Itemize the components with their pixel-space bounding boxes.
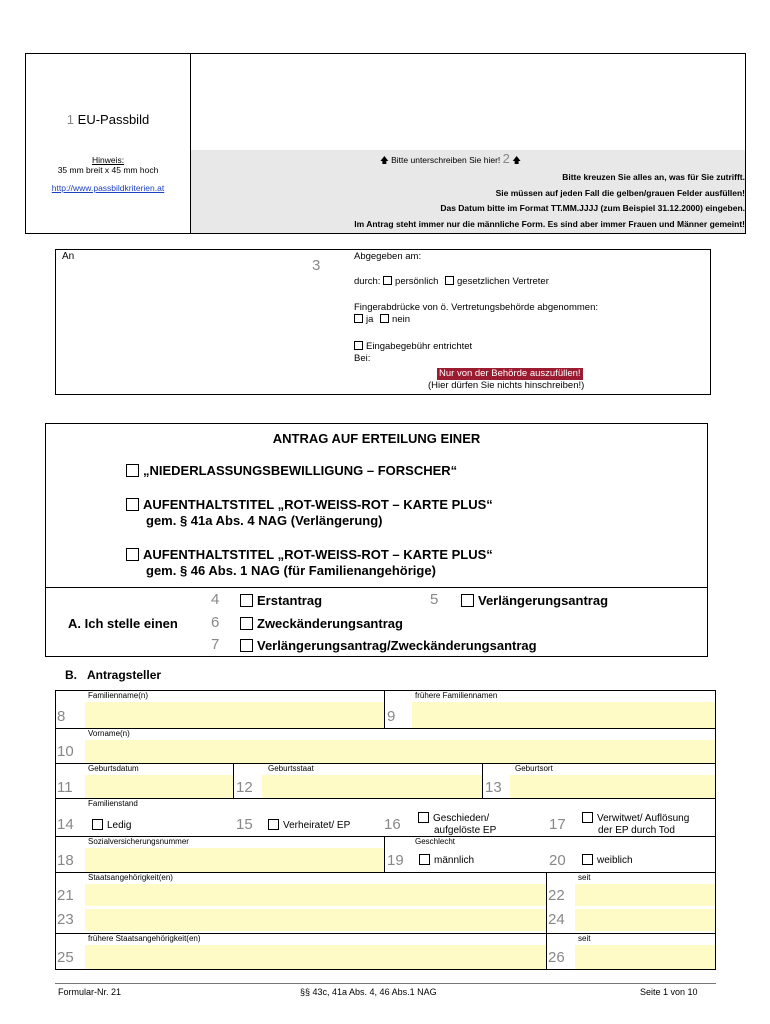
field-number-9: 9 [387, 708, 396, 725]
field-number-11: 11 [57, 779, 73, 796]
female-checkbox[interactable] [582, 854, 593, 865]
fingerprints-label: Fingerabdrücke von ö. Vertretungsbehörde abgenommen: [354, 302, 598, 313]
birth-place-field[interactable] [510, 775, 715, 798]
no-write-note: (Hier dürfen Sie nichts hinschreiben!) [428, 380, 585, 391]
extension-application: Verlängerungsantrag [461, 593, 608, 608]
row-divider [55, 798, 716, 799]
fee-checkbox[interactable] [354, 341, 363, 350]
both-application: Verlängerungsantrag/Zweckänderungsantrag [240, 638, 537, 653]
field-number-24: 24 [548, 911, 565, 928]
col-divider [384, 690, 385, 728]
signature-number: 2 [502, 151, 510, 166]
footer-form-no: Formular-Nr. 21 [58, 987, 122, 997]
field-number-22: 22 [548, 887, 565, 904]
field-number-6: 6 [211, 614, 220, 631]
authority-details: Abgegeben am: durch: persönlich gesetzlichen Vertreter Fingerabdrücke von ö. Vertretungsbehörde abgenommen: ja nein Eingabegebühr entrichtet Bei: [354, 251, 598, 364]
birth-country-label: Geburtsstaat [268, 764, 314, 773]
divorced-option: Geschieden/ aufgelöste EP [418, 812, 496, 837]
row-divider [55, 763, 716, 764]
personal-checkbox[interactable] [383, 276, 392, 285]
option-rwr-41a-checkbox[interactable] [126, 498, 139, 511]
field-number-4: 4 [211, 591, 220, 608]
legal-rep-checkbox[interactable] [445, 276, 454, 285]
field-number-21: 21 [57, 887, 74, 904]
birth-date-field[interactable] [85, 775, 233, 798]
first-application-checkbox[interactable] [240, 594, 253, 607]
citizenship-since-field-1[interactable] [575, 884, 715, 906]
citizenship-label: Staatsangehörigkeit(en) [88, 873, 173, 882]
ssn-label: Sozialversicherungsnummer [88, 837, 189, 846]
citizenship-field-2[interactable] [85, 909, 546, 931]
family-name-field[interactable] [85, 702, 384, 728]
divorced-checkbox[interactable] [418, 812, 429, 823]
first-name-label: Vorname(n) [88, 729, 130, 738]
single-option: Ledig [92, 819, 131, 831]
female-option: weiblich [582, 854, 633, 866]
former-names-label: frühere Familiennamen [415, 691, 498, 700]
both-checkbox[interactable] [240, 639, 253, 652]
col-divider [384, 836, 385, 872]
purpose-change-checkbox[interactable] [240, 617, 253, 630]
instructions: Bitte kreuzen Sie alles an, was für Sie zutrifft. Sie müssen auf jeden Fall die gelben/grauen Felder ausfüllen! Das Datum bitte im Format TT.MM.JJJJ (zum Beispiel 31.12.2000) eingeben. Im Antrag steht immer nur die männliche Form. Es sind aber immer Frauen und Männer gemeint! [354, 172, 745, 229]
male-checkbox[interactable] [419, 854, 430, 865]
at-label: Bei: [354, 353, 371, 364]
field-number-16: 16 [384, 816, 401, 833]
since-label: seit [578, 873, 591, 882]
birth-country-field[interactable] [262, 775, 482, 798]
option-forscher-checkbox[interactable] [126, 464, 139, 477]
application-divider [45, 587, 708, 588]
section-b-heading: B. Antragsteller [65, 668, 162, 682]
former-citizenship-since-field[interactable] [575, 945, 715, 969]
first-name-field[interactable] [85, 740, 715, 763]
birth-date-label: Geburtsdatum [88, 764, 139, 773]
field-number-13: 13 [485, 779, 502, 796]
signature-hint: 🡅 Bitte unterschreiben Sie hier! 2 🡅 [380, 151, 522, 166]
married-checkbox[interactable] [268, 819, 279, 830]
photo-number: 1 [66, 112, 75, 127]
family-name-label: Familienname(n) [88, 691, 149, 700]
first-application: Erstantrag [240, 593, 322, 608]
hint-size: 35 mm breit x 45 mm hoch [57, 165, 159, 175]
citizenship-field-1[interactable] [85, 884, 546, 906]
option-rwr-46-checkbox[interactable] [126, 548, 139, 561]
photo-label [26, 112, 190, 127]
field-number-5: 5 [430, 591, 439, 608]
application-options: „NIEDERLASSUNGSBEWILLIGUNG – FORSCHER“ AUFENTHALTSTITEL „ROT-WEISS-ROT – KARTE PLUS“ gem. § 41a Abs. 4 NAG (Verlängerung) AUFENTHALTSTITEL „ROT-WEISS-ROT – KARTE PLUS“ gem. § 46 Abs. 1 NAG (für Familienangehörige) [126, 463, 493, 579]
extension-checkbox[interactable] [461, 594, 474, 607]
former-citizenship-field[interactable] [85, 945, 546, 969]
purpose-change-application: Zweckänderungsantrag [240, 616, 403, 631]
submitted-label: Abgegeben am: [354, 251, 422, 262]
footer-line [55, 983, 716, 984]
photo-title: EU-Passbild [77, 112, 150, 127]
col-divider [482, 763, 483, 798]
field-number-8: 8 [57, 708, 66, 725]
single-checkbox[interactable] [92, 819, 103, 830]
field-number-18: 18 [57, 852, 74, 869]
widowed-option: Verwitwet/ Auflösung der EP durch Tod [582, 812, 689, 837]
photo-hint [26, 155, 190, 193]
col-divider [546, 872, 547, 933]
field-number-20: 20 [549, 852, 566, 869]
field-number-10: 10 [57, 743, 74, 760]
col-divider [233, 763, 234, 798]
footer-law: §§ 43c, 41a Abs. 4, 46 Abs.1 NAG [300, 987, 437, 997]
an-label: An [62, 251, 75, 262]
application-heading: ANTRAG AUF ERTEILUNG EINER [272, 431, 481, 446]
field-number-17: 17 [549, 816, 566, 833]
field-number-25: 25 [57, 949, 74, 966]
male-option: männlich [419, 854, 474, 866]
field-number-19: 19 [387, 852, 404, 869]
field-number-12: 12 [236, 779, 253, 796]
up-arrow-icon: 🡅 [380, 155, 389, 165]
fingerprint-no-checkbox[interactable] [380, 314, 389, 323]
married-option: Verheiratet/ EP [268, 819, 350, 831]
birth-place-label: Geburtsort [515, 764, 553, 773]
passbild-link[interactable]: http://www.passbildkriterien.at [51, 183, 165, 193]
section-a-label: A. Ich stelle einen [68, 616, 178, 631]
widowed-checkbox[interactable] [582, 812, 593, 823]
field-number-15: 15 [236, 816, 253, 833]
up-arrow-icon: 🡅 [512, 155, 522, 165]
fingerprint-yes-checkbox[interactable] [354, 314, 363, 323]
row-divider [55, 728, 716, 729]
field-number-26: 26 [548, 949, 565, 966]
field-number-14: 14 [57, 816, 74, 833]
marital-status-label: Familienstand [88, 799, 138, 808]
field-number-3: 3 [312, 257, 321, 274]
office-only-badge: Nur von der Behörde auszufüllen! [439, 368, 581, 379]
col-divider [546, 933, 547, 970]
citizenship-since-field-2[interactable] [575, 909, 715, 931]
former-citizenship-label: frühere Staatsangehörigkeit(en) [88, 934, 201, 943]
hint-title: Hinweis: [91, 155, 125, 165]
former-names-field[interactable] [412, 702, 715, 728]
ssn-field[interactable] [85, 848, 384, 872]
since-label-2: seit [578, 934, 591, 943]
sex-label: Geschlecht [415, 837, 456, 846]
field-number-7: 7 [211, 636, 220, 653]
field-number-23: 23 [57, 911, 74, 928]
footer-page: Seite 1 von 10 [640, 987, 698, 997]
